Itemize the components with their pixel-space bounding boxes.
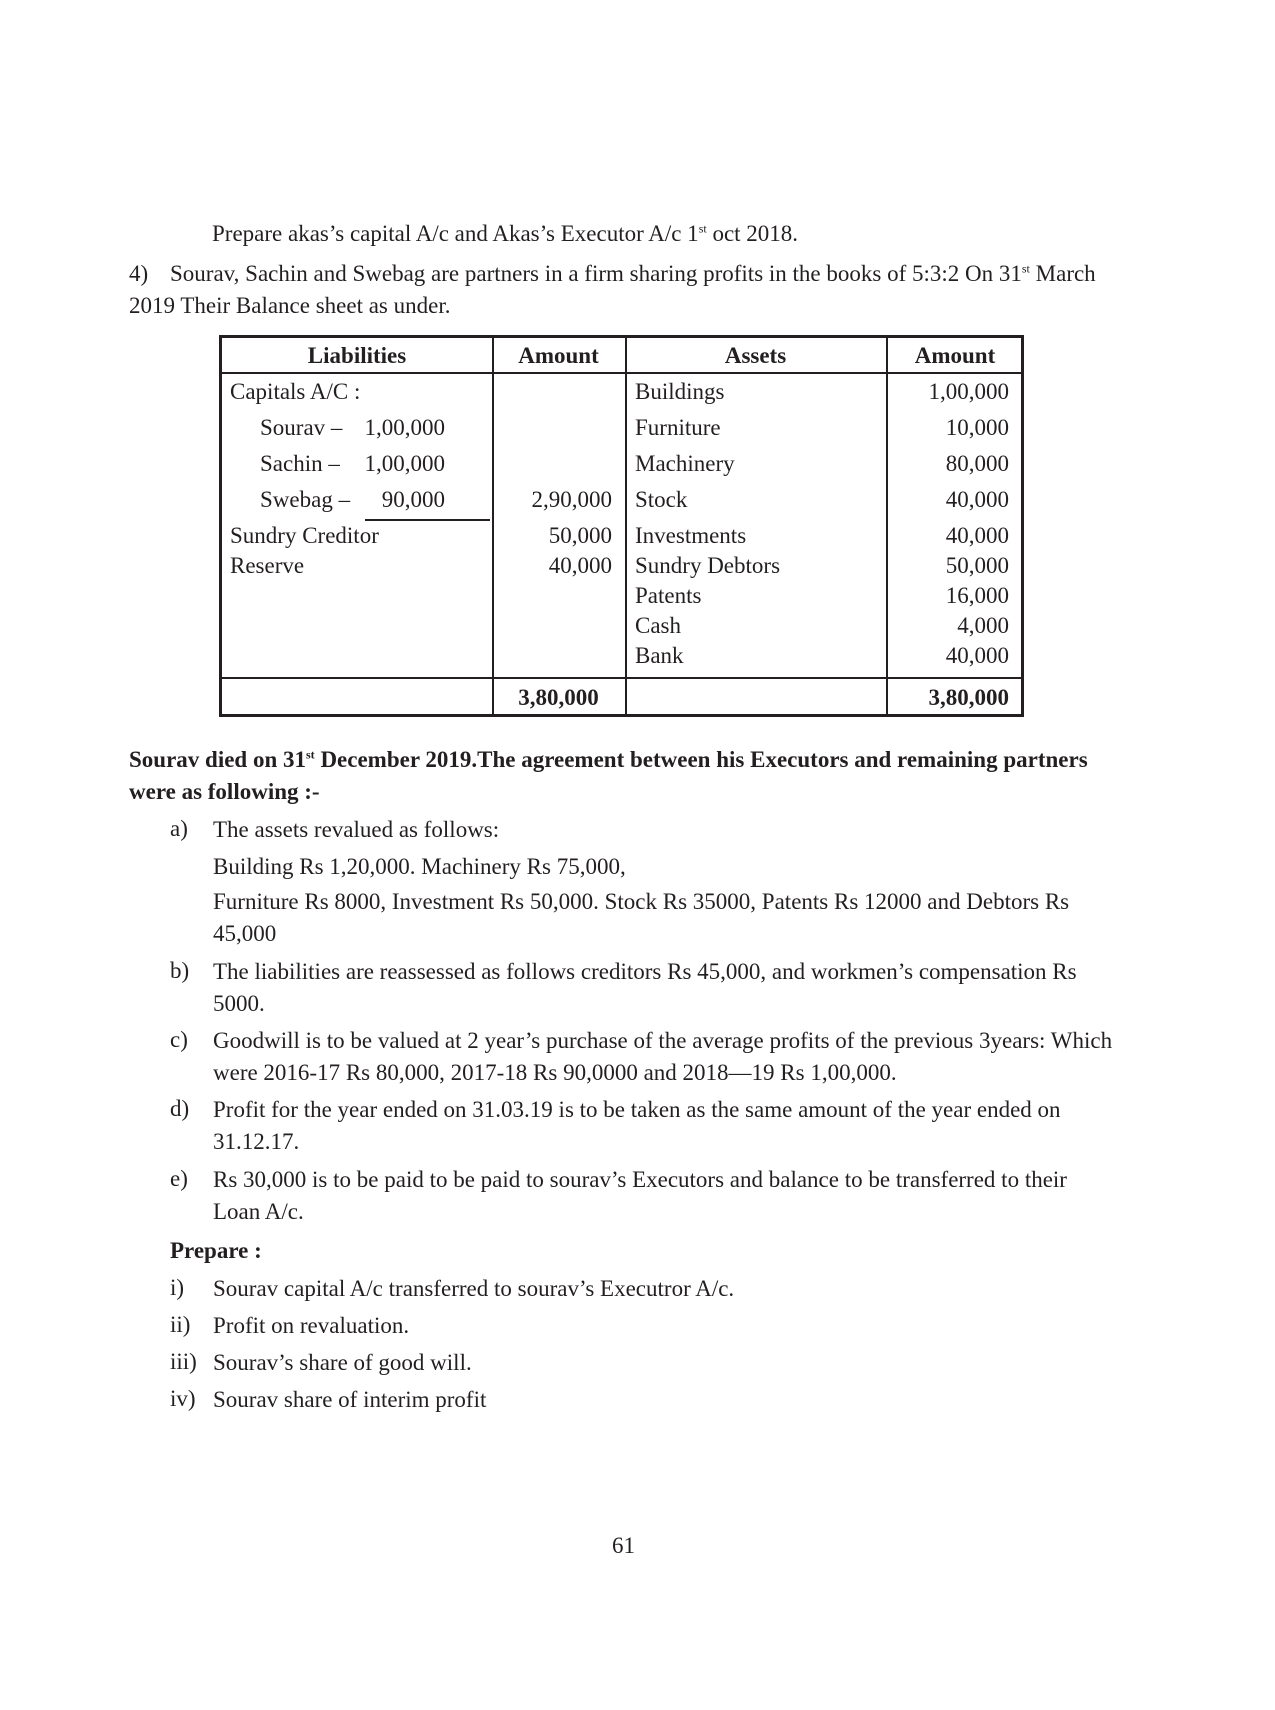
partner-name: Sourav – — [260, 415, 343, 440]
condition-text — [213, 1094, 1123, 1158]
asset-amount: 40,000 — [945, 643, 1009, 668]
condition-line: Loan A/c. — [213, 1199, 304, 1224]
intro-text-end: oct 2018. — [706, 221, 799, 246]
prepare-text: Sourav share of interim profit — [213, 1387, 487, 1412]
header-liabilities: Liabilities — [307, 343, 407, 368]
prepare-text: Sourav’s share of good will. — [213, 1350, 472, 1375]
liability-amount: 50,000 — [548, 523, 612, 548]
intro-text: Prepare akas’s capital A/c and Akas’s Executor A/c 1 — [212, 221, 699, 246]
asset-amount: 4,000 — [957, 613, 1009, 638]
asset-label: Buildings — [635, 379, 725, 404]
prepare-label: iii) — [170, 1349, 197, 1374]
total-liabilities: 3,80,000 — [518, 685, 599, 710]
prepare-label: ii) — [170, 1312, 191, 1337]
condition-line: 5000. — [213, 991, 265, 1016]
partner-capital: 1,00,000 — [364, 451, 445, 476]
agreement-line-2: were as following :- — [129, 779, 320, 804]
question-sup: st — [1021, 261, 1030, 276]
liability-label: Sundry Creditor — [230, 523, 379, 548]
condition-label: a) — [170, 816, 188, 841]
agreement-line-1 — [129, 745, 1088, 775]
agreement-text-end: December 2019.The agreement between his Executors and remaining partners — [314, 747, 1088, 772]
condition-label: b) — [170, 958, 190, 983]
asset-label: Investments — [635, 523, 747, 548]
asset-label: Sundry Debtors — [635, 553, 781, 578]
balance-sheet-table — [219, 335, 1024, 717]
partner-capital: 90,000 — [381, 487, 445, 512]
asset-label: Patents — [635, 583, 702, 608]
header-assets: Assets — [724, 343, 787, 368]
prepare-text: Profit on revaluation. — [213, 1313, 410, 1338]
prepare-label: i) — [170, 1275, 185, 1300]
question-number: 4) — [129, 261, 149, 286]
condition-label: e) — [170, 1166, 188, 1191]
asset-amount: 16,000 — [945, 583, 1009, 608]
liability-amount: 40,000 — [548, 553, 612, 578]
prepare-heading: Prepare : — [170, 1238, 262, 1263]
asset-amount: 80,000 — [945, 451, 1009, 476]
question-text: Sourav, Sachin and Swebag are partners in a firm sharing profits in the books of 5:3:2 On 31 — [170, 261, 1022, 286]
partner-name: Swebag – — [260, 487, 351, 512]
intro-sup: st — [698, 221, 707, 236]
condition-line: Rs 30,000 is to be paid to be paid to sourav’s Executors and balance to be transferred to their — [213, 1167, 1067, 1192]
asset-amount: 1,00,000 — [928, 379, 1009, 404]
capitals-label: Capitals A/C : — [230, 379, 361, 404]
condition-line: Goodwill is to be valued at 2 year’s purchase of the average profits of the previous 3years: Which — [213, 1028, 1113, 1053]
condition-text — [213, 1025, 1123, 1089]
prepare-label: iv) — [170, 1386, 196, 1411]
condition-line: The liabilities are reassessed as follows creditors Rs 45,000, and workmen’s compensation Rs — [213, 959, 1077, 984]
asset-amount: 50,000 — [945, 553, 1009, 578]
condition-line: Furniture Rs 8000, Investment Rs 50,000. Stock Rs 35000, Patents Rs 12000 and Debtors Rs — [213, 889, 1070, 914]
header-amount-liabilities: Amount — [518, 343, 599, 368]
question-line-1 — [170, 259, 1096, 289]
condition-text — [213, 1164, 1123, 1228]
agreement-text: Sourav died on 31 — [129, 747, 307, 772]
capital-underline — [365, 519, 490, 521]
condition-text: Building Rs 1,20,000. Machinery Rs 75,000, — [213, 854, 626, 879]
question-text-end: March — [1029, 261, 1096, 286]
asset-amount: 40,000 — [945, 523, 1009, 548]
intro-line — [212, 219, 798, 249]
asset-label: Stock — [635, 487, 688, 512]
condition-text — [213, 886, 1123, 950]
partner-capital: 1,00,000 — [364, 415, 445, 440]
condition-line: 45,000 — [213, 921, 277, 946]
asset-label: Furniture — [635, 415, 721, 440]
asset-label: Machinery — [635, 451, 735, 476]
asset-amount: 40,000 — [945, 487, 1009, 512]
condition-text: The assets revalued as follows: — [213, 817, 500, 842]
asset-label: Bank — [635, 643, 684, 668]
capital-total: 2,90,000 — [531, 487, 612, 512]
asset-amount: 10,000 — [945, 415, 1009, 440]
asset-label: Cash — [635, 613, 681, 638]
question-line-2: 2019 Their Balance sheet as under. — [129, 293, 451, 318]
page-number: 61 — [612, 1533, 635, 1558]
condition-label: d) — [170, 1096, 190, 1121]
condition-line: Profit for the year ended on 31.03.19 is to be taken as the same amount of the year ended on — [213, 1097, 1061, 1122]
partner-name: Sachin – — [260, 451, 340, 476]
condition-line: 31.12.17. — [213, 1129, 300, 1154]
condition-line: were 2016-17 Rs 80,000, 2017-18 Rs 90,0000 and 2018—19 Rs 1,00,000. — [213, 1060, 897, 1085]
prepare-text: Sourav capital A/c transferred to sourav’s Executror A/c. — [213, 1276, 735, 1301]
total-assets: 3,80,000 — [928, 685, 1009, 710]
condition-text — [213, 956, 1123, 1020]
header-amount-assets: Amount — [914, 343, 996, 368]
condition-label: c) — [170, 1027, 188, 1052]
liability-label: Reserve — [230, 553, 305, 578]
agreement-sup: st — [306, 747, 315, 762]
